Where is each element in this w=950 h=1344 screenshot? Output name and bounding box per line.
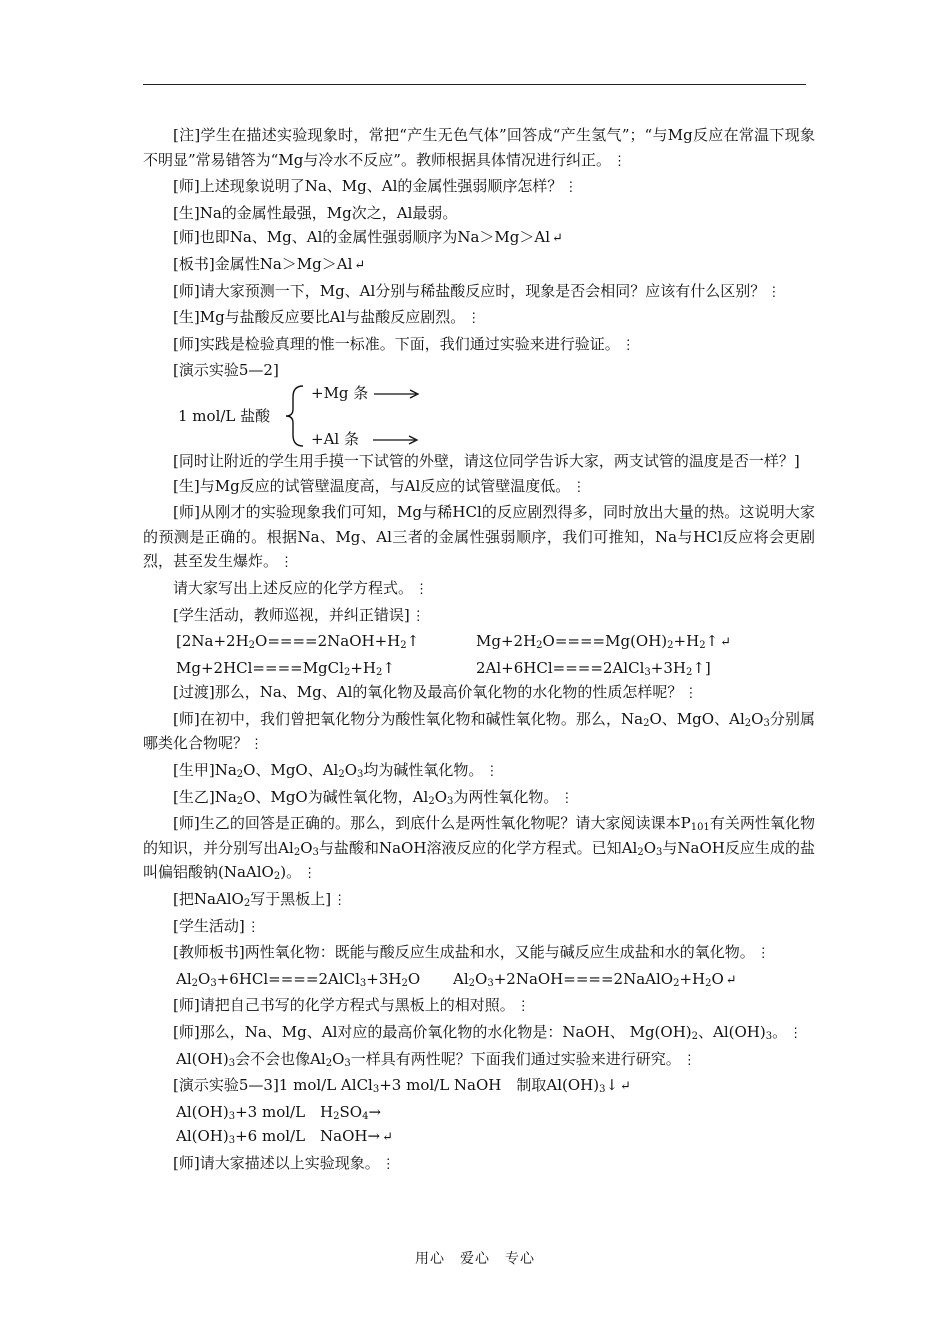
- brace-icon: [283, 383, 305, 449]
- reaction-mg: +Mg 条: [311, 381, 420, 406]
- paragraph: [师]从刚才的实验现象我们可知，Mg与稀HCl的反应剧烈得多，同时放出大量的热。这说明大家的预测是正确的。根据Na、Mg、Al三者的金属性强弱顺序，我们可推知，Na与HCl反应将会更剧烈，甚至发生爆炸。 ⋮: [143, 503, 815, 571]
- equation-row: [143, 629, 815, 656]
- return-mark: ↵: [552, 231, 563, 247]
- arrow-icon: [373, 435, 419, 445]
- paragraph: [生]Na的金属性最强，Mg次之，Al最弱。: [173, 203, 458, 222]
- equation-row: [143, 656, 815, 681]
- return-mark: ↵: [725, 972, 737, 988]
- equation: $Al_2O_3+6HCl====2AlCl_3+3H_2O$: [176, 969, 421, 989]
- equation: [$2Na+2H_2O====2NaOH+H_2↑$: [176, 632, 420, 652]
- paragraph: [学生活动] ⋮: [173, 916, 260, 935]
- paragraph: [学生活动，教师巡视，并纠正错误] ⋮: [173, 605, 425, 624]
- paragraph: [师]请把自己书写的化学方程式与黑板上的相对照。 ⋮: [173, 996, 530, 1015]
- return-mark: ↵: [354, 257, 366, 273]
- paragraph: $Al(OH)_3$会不会也像$Al_2O_3$一样具有两性呢？下面我们通过实验来进行研究。 ⋮: [176, 1049, 696, 1069]
- equation: $Mg+2HCl====MgCl_2+H_2↑$: [176, 658, 395, 678]
- paragraph: [生]与Mg反应的试管壁温度高，与Al反应的试管壁温度低。 ⋮: [173, 476, 586, 495]
- paragraph: [生]Mg与盐酸反应要比Al与盐酸反应剧烈。 ⋮: [173, 308, 481, 327]
- paragraph: [生乙]$Na_2O$、MgO为碱性氧化物，$Al_2O_3$为两性氧化物。 ⋮: [173, 787, 574, 807]
- equation: $Al_2O_3+2NaOH====2NaAlO_2+H_2O$ ↵: [453, 969, 737, 989]
- paragraph: [师]上述现象说明了Na、Mg、Al的金属性强弱顺序怎样？ ⋮: [173, 177, 578, 196]
- paragraph: [师]实践是检验真理的惟一标准。下面，我们通过实验来进行验证。 ⋮: [173, 334, 635, 353]
- paragraph: [板书]金属性Na＞Mg＞Al ↵: [173, 254, 366, 273]
- paragraph: [生甲]$Na_2O$、MgO、$Al_2O_3$均为碱性氧化物。 ⋮: [173, 761, 499, 781]
- paragraph: [注]学生在描述实验现象时，常把“产生无色气体”回答成“产生氢气”；“与Mg反应在常温下现象不明显”常易错答为“Mg与冷水不反应”。教师根据具体情况进行纠正。 ⋮: [143, 126, 815, 169]
- paragraph: [把NaAlO$_2$写于黑板上] ⋮: [173, 890, 347, 910]
- paragraph: [过渡]那么，Na、Mg、Al的氧化物及最高价氧化物的水化物的性质怎样呢？ ⋮: [173, 683, 698, 702]
- paragraph: $Al(OH)_3+3$ mol/L $H_2SO_4\to$: [176, 1102, 382, 1122]
- paragraph: [师]在初中，我们曾把氧化物分为酸性氧化物和碱性氧化物。那么，$Na_2O$、MgO、$Al_2O_3$分别属哪类化合物呢？ ⋮: [143, 709, 815, 753]
- arrow-icon: [374, 389, 420, 399]
- paragraph: [同时让附近的学生用手摸一下试管的外壁，请这位同学告诉大家，两支试管的温度是否一样？]: [173, 451, 800, 470]
- paragraph: 请大家写出上述反应的化学方程式。 ⋮: [173, 578, 429, 597]
- reaction-al: +Al 条: [311, 427, 419, 452]
- reagent-label: 1 mol/L 盐酸: [178, 406, 271, 425]
- paragraph: [师]生乙的回答是正确的。那么，到底什么是两性氧化物呢？请大家阅读课本$P_{101}$有关两性氧化物的知识，并分别写出$Al_2O_3$与盐酸和NaOH溶液反应的化学方程式。已知$Al_2O_3$与NaOH反应生成的盐叫偏铝酸钠(NaAlO$_2$)。 ⋮: [143, 814, 815, 883]
- paragraph: [教师板书]两性氧化物：既能与酸反应生成盐和水，又能与碱反应生成盐和水的氧化物。 ⋮: [173, 943, 770, 962]
- experiment-diagram: [143, 383, 815, 449]
- return-mark: ↵: [382, 1130, 393, 1146]
- paragraph: [演示实验5—3]1 mol/L AlCl$_3$+3 mol/L NaOH 制取$Al(OH)_3↓$ ↵: [173, 1076, 631, 1096]
- return-mark: ↵: [720, 635, 732, 651]
- paragraph: [师]请大家描述以上实验现象。 ⋮: [173, 1153, 395, 1172]
- equation: $2Al+6HCl====2AlCl_3+3H_2↑$]: [476, 658, 711, 678]
- header-rule: [143, 84, 806, 85]
- paragraph: $Al(OH)_3+6$ mol/L NaOH→ ↵: [176, 1127, 393, 1147]
- paragraph: [演示实验5—2]: [173, 361, 279, 380]
- paragraph: [师]请大家预测一下，Mg、Al分别与稀盐酸反应时，现象是否会相同？应该有什么区别？ ⋮: [173, 281, 781, 300]
- paragraph: [师]那么，Na、Mg、Al对应的最高价氧化物的水化物是：NaOH、 $Mg(OH)_2$、$Al(OH)_3$。 ⋮: [173, 1023, 803, 1042]
- page-footer: 用心 爱心 专心: [415, 1251, 535, 1267]
- paragraph: [师]也即Na、Mg、Al的金属性强弱顺序为Na＞Mg＞Al ↵: [173, 228, 563, 247]
- document-body: [143, 123, 815, 1178]
- return-mark: ↵: [620, 1079, 631, 1095]
- equation: $Mg+2H_2O====Mg(OH)_2+H_2↑$ ↵: [476, 632, 732, 652]
- equation-row: [143, 967, 815, 994]
